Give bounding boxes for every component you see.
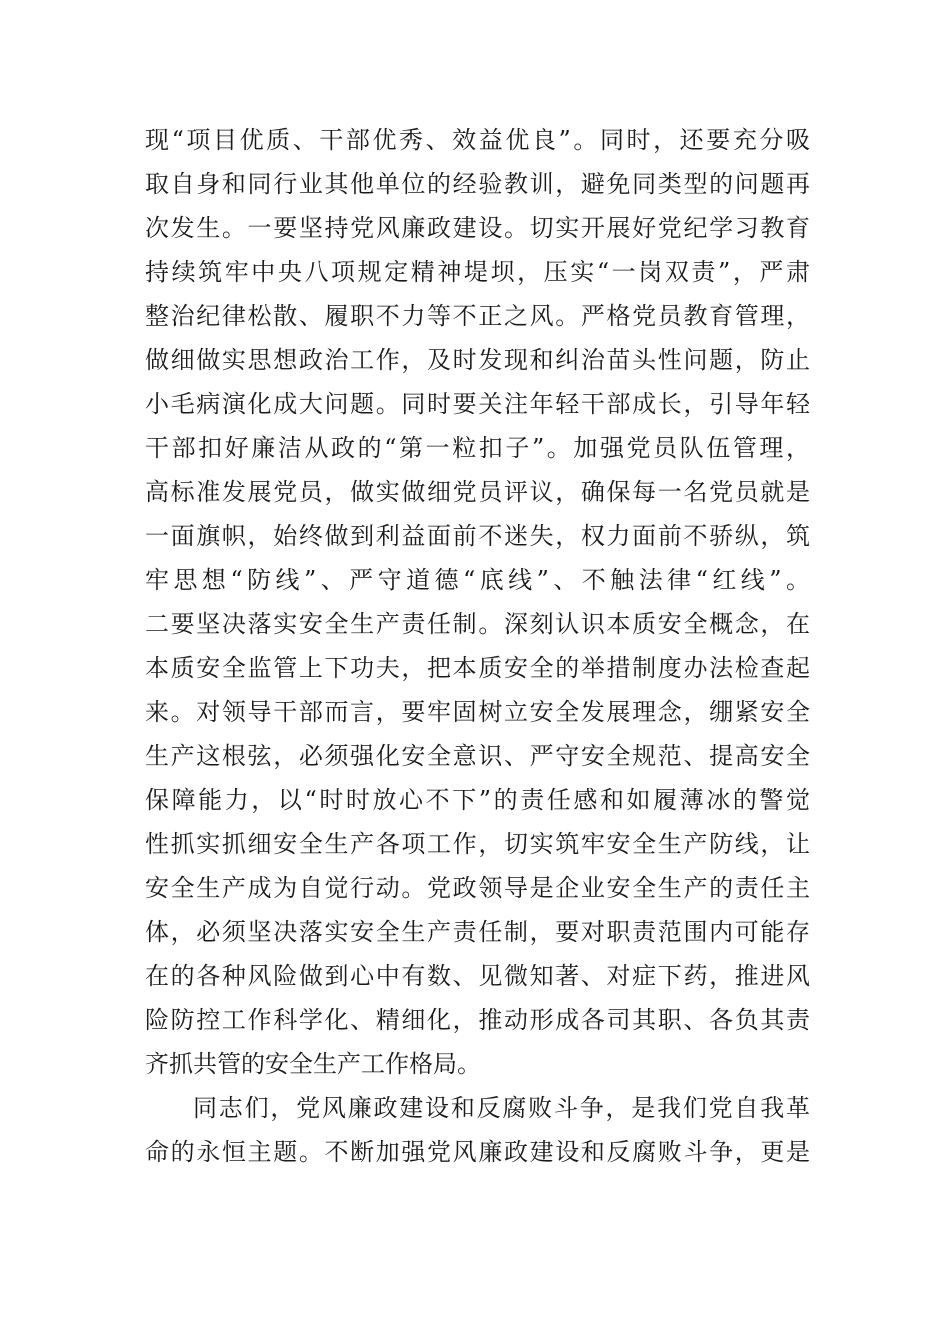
body-text <box>145 118 810 1174</box>
text-line: 来。对领导干部而言，要牢固树立安全发展理念，绷紧安全 <box>145 698 810 726</box>
text-line: 一面旗帜，始终做到利益面前不迷失，权力面前不骄纵，筑 <box>145 522 810 550</box>
text-line: 生产这根弦，必须强化安全意识、严守安全规范、提高安全 <box>145 742 810 770</box>
text-line: 险防控工作科学化、精细化，推动形成各司其职、各负其责 <box>145 1006 810 1034</box>
text-line: 在的各种风险做到心中有数、见微知著、对症下药，推进风 <box>145 962 810 990</box>
text-line: 取自身和同行业其他单位的经验教训，避免同类型的问题再 <box>145 170 810 198</box>
text-line: 二要坚决落实安全生产责任制。深刻认识本质安全概念，在 <box>145 610 810 638</box>
text-line: 体，必须坚决落实安全生产责任制，要对职责范围内可能存 <box>145 918 810 946</box>
paragraph-start-line: 同志们，党风廉政建设和反腐败斗争，是我们党自我革 <box>193 1094 810 1122</box>
text-line: 安全生产成为自觉行动。党政领导是企业安全生产的责任主 <box>145 874 810 902</box>
text-line: 高标准发展党员，做实做细党员评议，确保每一名党员就是 <box>145 478 810 506</box>
text-line: 次发生。一要坚持党风廉政建设。切实开展好党纪学习教育 <box>145 214 810 242</box>
text-line: 命的永恒主题。不断加强党风廉政建设和反腐败斗争，更是 <box>145 1138 810 1166</box>
paragraph-end-line: 齐抓共管的安全生产工作格局。 <box>145 1050 481 1078</box>
text-line: 小毛病演化成大问题。同时要关注年轻干部成长，引导年轻 <box>145 390 810 418</box>
text-line: 做细做实思想政治工作，及时发现和纠治苗头性问题，防止 <box>145 346 810 374</box>
text-line: 持续筑牢中央八项规定精神堤坝，压实“一岗双责”，严肃 <box>145 258 810 286</box>
text-line: 性抓实抓细安全生产各项工作，切实筑牢安全生产防线，让 <box>145 830 810 858</box>
text-line: 牢思想“防线”、严守道德“底线”、不触法律“红线”。 <box>145 566 810 594</box>
text-line: 干部扣好廉洁从政的“第一粒扣子”。加强党员队伍管理， <box>145 434 810 462</box>
text-line: 整治纪律松散、履职不力等不正之风。严格党员教育管理， <box>145 302 810 330</box>
text-line: 保障能力，以“时时放心不下”的责任感和如履薄冰的警觉 <box>145 786 810 814</box>
text-line: 现“项目优质、干部优秀、效益优良”。同时，还要充分吸 <box>145 126 810 154</box>
text-line: 本质安全监管上下功夫，把本质安全的举措制度办法检查起 <box>145 654 810 682</box>
